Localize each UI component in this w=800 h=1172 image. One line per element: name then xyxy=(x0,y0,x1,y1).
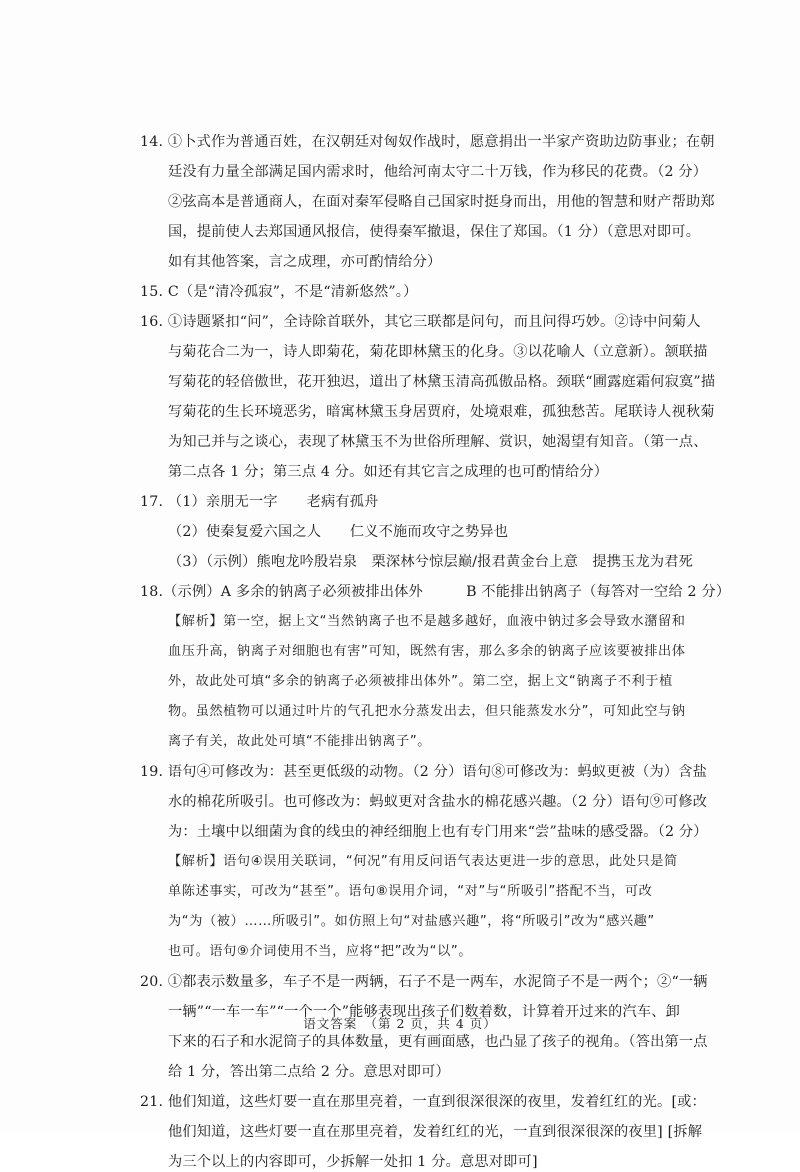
q14-line-4: 国，提前使人去郑国通风报信，使得秦军撤退，保住了郑国。（1 分）（意思对即可。 xyxy=(168,224,701,240)
q21-line-2: 他们知道，这些灯要一直在那里亮着，发着红红的光，一直到很深很深的夜里] [拆解 xyxy=(168,1124,703,1140)
q20-line-1: 20. ①都表示数量多，车子不是一两辆，石子不是一两车，水泥筒子不是一两个；②“一辆 xyxy=(140,974,708,990)
q14-line-1: 14. ①卜式作为普通百姓，在汉朝廷对匈奴作战时，愿意捐出一半家产资助边防事业；在朝 xyxy=(140,134,715,150)
q21-line-1: 21. 他们知道，这些灯要一直在那里亮着，一直到很深很深的夜里，发着红红的光。[或： xyxy=(140,1094,706,1110)
q18-analysis-line-4: 物。虽然植物可以通过叶片的气孔把水分蒸发出去，但只能蒸发水分”，可知此空与钠 xyxy=(168,704,686,719)
q18-analysis-line-3: 外，故此处可填“多余的钠离子必须被排出体外”。第二空，据上文“钠离子不利于植 xyxy=(168,674,673,689)
q20-line-4: 给 1 分，答出第二点给 2 分。意思对即可） xyxy=(168,1064,450,1080)
q18-line-1: 18.（示例）A 多余的钠离子必须被排出体外 B 不能排出钠离子（每答对一空给 2 分） xyxy=(140,584,731,600)
q16-line-4: 写菊花的生长环境恶劣，暗寓林黛玉身居贾府，处境艰难，孤独愁苦。尾联诗人视秋菊 xyxy=(168,404,715,420)
q20-line-2: 一辆”“一车一车”“一个一个”能够表现出孩子们数着数，计算着开过来的汽车、卸 xyxy=(168,1004,681,1020)
q14-line-5: 如有其他答案，言之成理，亦可酌情给分） xyxy=(168,254,442,270)
q16-line-2: 与菊花合二为一，诗人即菊花，菊花即林黛玉的化身。③以花喻人（立意新）。颔联描 xyxy=(168,344,708,360)
q21-line-3: 为三个以上的内容即可，少拆解一处扣 1 分。意思对即可] xyxy=(168,1154,538,1170)
q18-analysis-line-5: 离子有关，故此处可填“不能排出钠离子”。 xyxy=(168,734,432,749)
q18-analysis-line-2: 血压升高，钠离子对细胞也有害”可知，既然有害，那么多余的钠离子应该要被排出体 xyxy=(168,644,686,659)
q16-line-5: 为知己并与之谈心，表现了林黛玉不为世俗所理解、赏识，她渴望有知音。（第一点、 xyxy=(168,434,708,450)
q17-line-1: 17. （1）亲朋无一字 老病有孤舟 xyxy=(140,494,379,510)
q17-line-3: （3）（示例）熊咆龙吟殷岩泉 栗深林兮惊层巅/报君黄金台上意 提携玉龙为君死 xyxy=(168,554,694,570)
q14-line-3: ②弦高本是普通商人，在面对秦军侵略自己国家时挺身而出，用他的智慧和财产帮助郑 xyxy=(168,194,715,210)
q19-line-2: 水的棉花所吸引。也可修改为：蚂蚁更对含盐水的棉花感兴趣。（2 分）语句⑨可修改 xyxy=(168,794,708,810)
q16-line-3: 写菊花的轻倍傲世，花开独迟，道出了林黛玉清高孤傲品格。颈联“圃露庭霜何寂寞”描 xyxy=(168,374,716,390)
q19-line-1: 19. 语句④可修改为：甚至更低级的动物。（2 分）语句⑧可修改为：蚂蚁更被（为）含盐 xyxy=(140,764,708,780)
q19-analysis-line-1: 【解析】语句④误用关联词，“何况”有用反问语气表达更进一步的意思，此处只是简 xyxy=(168,854,678,869)
q19-analysis-line-4: 也可。语句⑨介词使用不当，应将“把”改为“以”。 xyxy=(168,944,473,959)
q15-line-1: 15. C（是“清冷孤寂”，不是“清新悠然”。） xyxy=(140,284,418,300)
q19-analysis-line-3: 为“为（被）……所吸引”。如仿照上句“对盐感兴趣”，将“所吸引”改为“感兴趣” xyxy=(168,914,655,929)
q16-line-6: 第二点各 1 分；第三点 4 分。如还有其它言之成理的也可酌情给分） xyxy=(168,464,609,480)
q18-analysis-line-1: 【解析】第一空，据上文“当然钠离子也不是越多越好，血液中钠过多会导致水潴留和 xyxy=(168,614,686,629)
q20-line-3: 下来的石子和水泥筒子的具体数量，更有画面感，也凸显了孩子的视角。（答出第一点 xyxy=(168,1034,708,1050)
q16-line-1: 16. ①诗题紧扣“问”，全诗除首联外，其它三联都是问句，而且问得巧妙。②诗中问菊人 xyxy=(140,314,701,330)
q19-line-3: 为：土壤中以细菌为食的线虫的神经细胞上也有专门用来“尝”盐味的感受器。（2 分） xyxy=(168,824,708,840)
q17-line-2: （2）使秦复爱六国之人 仁义不施而攻守之势异也 xyxy=(168,524,509,540)
page-footer: 语文答案 （第 2 页，共 4 页） xyxy=(303,1016,497,1031)
q19-analysis-line-2: 单陈述事实，可改为“甚至”。语句⑧误用介词，“对”与“所吸引”搭配不当，可改 xyxy=(168,884,653,899)
q14-line-2: 廷没有力量全部满足国内需求时，他给河南太守二十万钱，作为移民的花费。（2 分） xyxy=(168,164,708,180)
